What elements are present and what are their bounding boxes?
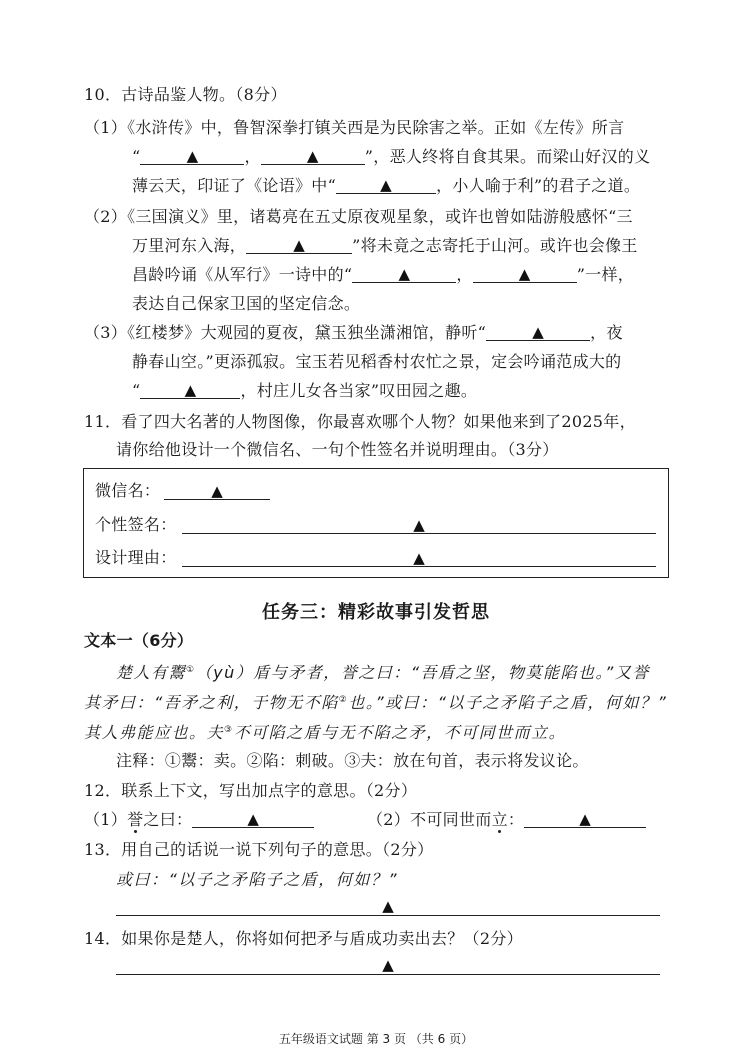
q10-part2-line3: 昌龄吟诵《从军行》一诗中的“ ▲ ， ▲ ”一样， [132,265,635,284]
triangle-marker-icon: ▲ [518,265,531,283]
answer-blank[interactable] [352,265,456,283]
q12-item2: （2）不可同世而立： ▲ [367,809,646,831]
triangle-marker-icon: ▲ [382,897,394,915]
dotted-char: 誉 [127,810,144,829]
wechat-name-field[interactable] [164,482,270,500]
signature-label: 个性签名： [95,515,177,534]
q10-part2-line4: 表达自己保家卫国的坚定信念。 [132,294,361,313]
q13-answer-line[interactable] [116,896,660,916]
triangle-marker-icon: ▲ [413,516,425,534]
answer-blank[interactable] [473,265,577,283]
q11-stem-line1: 11．看了四大名著的人物图像，你最喜欢哪个人物？如果他来到了2025年， [84,412,636,431]
text1-heading: 文本一（6分） [84,631,194,650]
triangle-marker-icon: ▲ [413,549,425,567]
triangle-marker-icon: ▲ [184,381,197,399]
q10-part2-line1: （2）《三国演义》里，诸葛亮在五丈原夜观星象，或许也曾如陆游般感怀“三 [84,207,633,226]
q10-part1-line1: （1）《水浒传》中，鲁智深拳打镇关西是为民除害之举。正如《左传》所言 [84,118,625,137]
triangle-marker-icon: ▲ [380,176,393,194]
answer-blank[interactable] [336,176,436,194]
text1-line3: 其人弗能应也。夫③不可陷之盾与无不陷之矛，不可同世而立。 [84,723,567,742]
q10-part3-line1: （3）《红楼梦》大观园的夏夜，黛玉独坐潇湘馆，静听“ ▲ ，夜 [84,323,623,342]
text1-note: 注释：①鬻：卖。②陷：刺破。③夫：放在句首，表示将发议论。 [116,751,589,770]
q10-part2-line2: 万里河东入海， ▲ ”将未竟之志寄托于山河。或许也会像王 [132,236,638,255]
signature-field[interactable] [182,516,656,534]
q10-part1-line3: 薄云天，印证了《论语》中“ ▲ ，小人喻于利”的君子之道。 [132,176,641,195]
q10-stem: 10．古诗品鉴人物。（8分） [84,85,287,104]
q10-part3-line3: “ ▲ ，村庄儿女各当家”叹田园之趣。 [132,381,478,400]
q14-answer-line[interactable] [116,955,660,975]
q11-stem-line2: 请你给他设计一个微信名、一句个性签名并说明理由。（3分） [116,440,559,459]
triangle-marker-icon: ▲ [211,482,223,500]
dotted-char: 立 [491,810,508,829]
triangle-marker-icon: ▲ [382,956,394,974]
triangle-marker-icon: ▲ [579,810,592,828]
answer-blank[interactable] [246,236,352,254]
answer-blank[interactable] [524,810,646,828]
answer-blank[interactable] [486,323,590,341]
q10-part1-line2: “ ▲ ， ▲ ”，恶人终将自食其果。而梁山好汉的义 [132,147,651,166]
wechat-name-label: 微信名： [95,481,161,500]
q13-stem: 13．用自己的话说一说下列句子的意思。（2分） [84,840,434,859]
section-title: 任务三：精彩故事引发哲思 [262,602,490,623]
q11-answer-box [83,468,669,578]
answer-blank[interactable] [261,147,365,165]
q14-stem: 14．如果你是楚人，你将如何把矛与盾成功卖出去？（2分） [84,929,523,948]
triangle-marker-icon: ▲ [532,323,545,341]
page-footer: 五年级语文试题 第 3 页 （共 6 页） [278,1032,474,1046]
q13-quote: 或曰：“以子之矛陷子之盾，何如？” [116,870,399,889]
reason-field[interactable] [182,549,656,567]
q12-stem: 12．联系上下文，写出加点字的意思。（2分） [84,781,418,800]
q12-item1: （1）誉之曰： ▲ [84,809,314,831]
text1-line2: 其矛曰：“吾矛之利，于物无不陷②也。”或曰：“以子之矛陷子之盾，何如？” [84,693,668,712]
triangle-marker-icon: ▲ [306,147,319,165]
reason-label: 设计理由： [95,548,177,567]
answer-blank[interactable] [140,147,244,165]
triangle-marker-icon: ▲ [247,810,260,828]
triangle-marker-icon: ▲ [186,147,199,165]
answer-blank[interactable] [140,381,240,399]
text1-line1: 楚人有鬻①（yù）盾与矛者，誉之曰：“吾盾之坚，物莫能陷也。”又誉 [116,663,650,682]
answer-blank[interactable] [192,810,314,828]
triangle-marker-icon: ▲ [293,236,306,254]
q10-part3-line2: 静春山空。”更添孤寂。宝玉若见稻香村农忙之景，定会吟诵范成大的 [132,352,622,371]
triangle-marker-icon: ▲ [398,265,411,283]
